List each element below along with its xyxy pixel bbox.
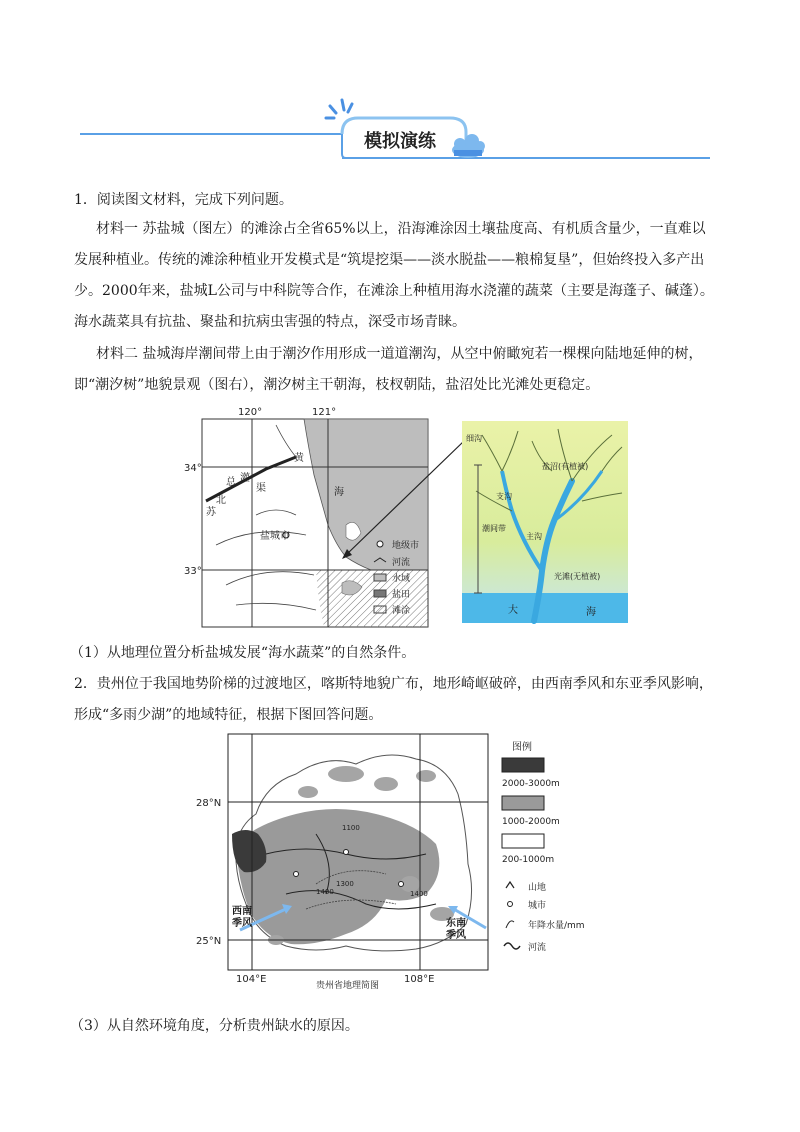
lon-label: 120° bbox=[238, 407, 263, 418]
sparkle-icon bbox=[326, 100, 352, 118]
contour-label: 1100 bbox=[342, 824, 360, 832]
tree-label: 大 bbox=[508, 605, 518, 616]
place-label: 北 bbox=[216, 495, 226, 506]
isohyet-icon bbox=[506, 921, 514, 928]
place-label: 总 bbox=[226, 477, 236, 488]
mountain-icon bbox=[506, 882, 514, 888]
material-2-line: 即“潮汐树”地貌景观（图右），潮汐树主干朝海，枝杈朝陆，盐沼处比光滩处更稳定。 bbox=[74, 377, 600, 393]
map-caption: 贵州省地理简图 bbox=[316, 981, 380, 991]
legend-label: 滩涂 bbox=[392, 606, 411, 616]
q2-line: 形成“多雨少湖”的地域特征，根据下图回答问题。 bbox=[74, 707, 383, 723]
legend-label: 水域 bbox=[392, 574, 411, 584]
material-1-line: 少。2000年来，盐城L公司与中科院等合作，在滩涂上种植用海水浇灌的蔬菜（主要是海蓬子、碱蓬）。 bbox=[74, 283, 714, 299]
place-label: 灌 bbox=[240, 473, 250, 484]
monsoon-label-sw: 西南季风 bbox=[232, 906, 252, 929]
material-1-line: 海水蔬菜具有抗盐、聚盐和抗病虫害强的特点，深受市场青睐。 bbox=[74, 314, 466, 330]
lon-label: 108°E bbox=[404, 974, 435, 985]
contour-label: 1300 bbox=[336, 880, 354, 888]
legend-label: 1000-2000m bbox=[502, 817, 560, 827]
legend-label: 河流 bbox=[392, 558, 411, 568]
legend-label: 山地 bbox=[528, 883, 547, 893]
contour-label: 1400 bbox=[316, 888, 334, 896]
place-label: 盐城市 bbox=[260, 531, 290, 542]
q1-intro: 1．阅读图文材料，完成下列问题。 bbox=[74, 192, 293, 208]
legend-title: 图例 bbox=[512, 742, 532, 753]
legend-label: 河流 bbox=[528, 943, 547, 953]
material-2-line: 材料二 盐城海岸潮间带上由于潮汐作用形成一道道潮沟，从空中俯瞰宛若一棵棵向陆地延伸的树， bbox=[96, 346, 703, 362]
q1-subquestion: （1）从地理位置分析盐城发展“海水蔬菜”的自然条件。 bbox=[70, 645, 416, 661]
place-label: 渠 bbox=[256, 483, 266, 494]
river-icon bbox=[504, 943, 520, 949]
legend-label: 盐田 bbox=[392, 590, 411, 600]
place-label: 苏 bbox=[206, 507, 216, 518]
guizhou-map bbox=[196, 734, 496, 992]
place-label: 黄 bbox=[294, 453, 304, 464]
tree-label: 光滩(无植被) bbox=[554, 572, 601, 581]
tree-label: 海 bbox=[586, 607, 596, 618]
monsoon-label-se: 东南季风 bbox=[446, 918, 466, 941]
material-1-line: 材料一 苏盐城（图左）的滩涂占全省65%以上，沿海滩涂因土壤盐度高、有机质含量少，一直难以 bbox=[96, 221, 706, 237]
guizhou-map-legend bbox=[502, 740, 612, 970]
tree-label: 盐沼(有植被) bbox=[542, 462, 589, 471]
contour-label: 1400 bbox=[410, 890, 428, 898]
yancheng-map-legend bbox=[372, 538, 462, 628]
lat-label: 28°N bbox=[196, 798, 222, 809]
q2-line: 2．贵州位于我国地势阶梯的过渡地区，喀斯特地貌广布，地形崎岖破碎，由西南季风和东亚季风影响， bbox=[74, 676, 713, 692]
tree-label: 支沟 bbox=[496, 492, 512, 501]
lat-label: 33° bbox=[184, 566, 202, 577]
page-title: 模拟演练 bbox=[364, 131, 436, 152]
lat-label: 34° bbox=[184, 463, 202, 474]
tree-label: 细沟 bbox=[466, 434, 482, 443]
legend-label: 城市 bbox=[528, 901, 547, 911]
legend-label: 200-1000m bbox=[502, 855, 555, 865]
lon-label: 121° bbox=[312, 407, 337, 418]
lat-label: 25°N bbox=[196, 936, 222, 947]
q2-subquestion: （3）从自然环境角度，分析贵州缺水的原因。 bbox=[70, 1018, 359, 1034]
legend-label: 2000-3000m bbox=[502, 779, 560, 789]
tree-label: 潮间带 bbox=[482, 524, 506, 533]
city-icon bbox=[508, 902, 513, 907]
tidal-tree-diagram bbox=[462, 421, 628, 623]
cloud-icon bbox=[452, 134, 485, 158]
lon-label: 104°E bbox=[236, 974, 267, 985]
place-label: 海 bbox=[334, 487, 344, 498]
legend-label: 年降水量/mm bbox=[528, 921, 585, 931]
material-1-line: 发展种植业。传统的滩涂种植业开发模式是“筑堤挖渠——淡水脱盐——粮棉复垦”，但始终投入多产出 bbox=[74, 252, 705, 268]
tree-label: 主沟 bbox=[526, 532, 542, 541]
legend-label: 地级市 bbox=[392, 541, 420, 551]
section-header bbox=[80, 96, 720, 166]
